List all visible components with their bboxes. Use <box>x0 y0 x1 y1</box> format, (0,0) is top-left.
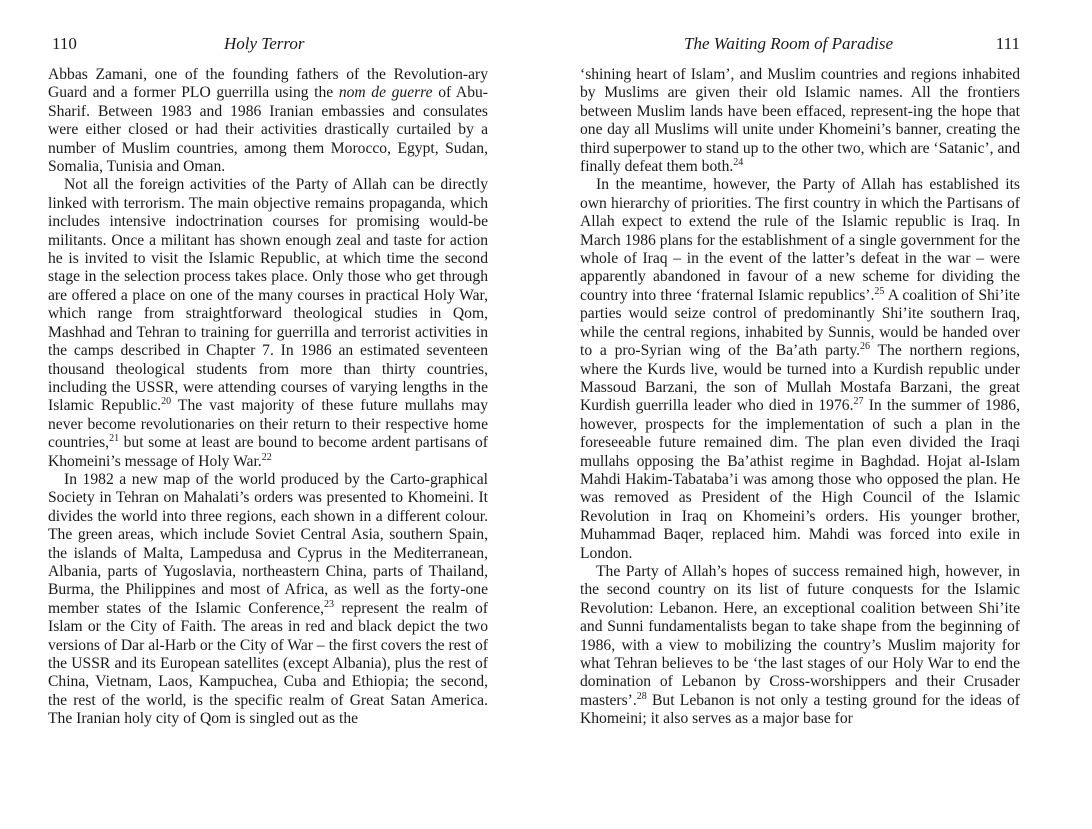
page-number: 110 <box>52 34 77 53</box>
italic-text: nom de guerre <box>338 84 433 102</box>
text-run: but some at least are bound to become ardent partisans of Khomeini’s message of Holy War. <box>48 434 488 470</box>
right-page-header <box>580 34 1020 56</box>
paragraph <box>580 176 1020 563</box>
text-run: A coalition of Shi’ite parties would seize control of predominantly Shi’ite southern Iraq, while the central regions, inhabited by Sunnis, would be handed over to a pro-Syrian wing of the Ba’ath party. <box>580 286 1020 360</box>
text-run: But Lebanon is not only a testing ground for the ideas of Khomeini; it also serves as a major base for <box>580 691 1020 728</box>
paragraph <box>48 471 488 729</box>
left-page-header <box>48 34 488 56</box>
text-run: The northern regions, where the Kurds live, would be turned into a Kurdish republic under Massoud Barzani, the son of Mullah Mostafa Barzani, the great Kurdish guerrilla leader who died in 1976. <box>580 342 1020 415</box>
text-run: ‘shining heart of Islam’, and Muslim countries and regions inhabited by Muslims are given their old Islamic names. All the frontiers between Muslim lands have been effaced, represent-ing the hope that one day all Muslims will unite under Khomeini’s banner, creating the third superpower to stand up to the other two, which are ‘Satanic’, and finally defeat them both. <box>580 66 1020 176</box>
text-run: The Party of Allah’s hopes of success remained high, however, in the second country on its list of future conquests for the Islamic Revolution: Lebanon. Here, an exceptional coalition between Shi’ite and Sunni fundamentalists began to take shape from the beginning of 1986, with a view to mobilizing the country’s Muslim majority for what Tehran believes to be ‘the last stages of our Holy War to end the domination of Lebanon by Cross-worshippers and their Crusader masters’. <box>580 562 1020 709</box>
text-run: of Abu-Sharif. Between 1983 and 1986 Iranian embassies and consulates were either closed or had their activities drastically curtailed by a number of Muslim countries, among them Morocco, Egypt, Sudan, Somalia, Tunisia and Oman. <box>48 84 488 176</box>
running-head: The Waiting Room of Paradise <box>684 34 894 53</box>
footnote-ref: 26 <box>860 341 871 353</box>
footnote-ref: 24 <box>733 157 744 169</box>
paragraph <box>48 176 488 471</box>
text-run: Not all the foreign activities of the Party of Allah can be directly linked with terrorism. The main objective remains propaganda, which includes intensive indoctrination courses for promising would-be militants. Once a militant has shown enough zeal and taste for action he is invited to visit the Islamic Republic, at which time the second stage in the selection process takes place. Only those who get through are offered a place on one of the many courses in practical Holy War, which range from straightforward theological studies in Qom, Mashhad and Tehran to training for guerrilla and terrorist activities in the camps described in Chapter 7. In 1986 an estimated seventeen thousand theological students from more than thirty countries, including the USSR, were attending courses of varying lengths in the Islamic Republic. <box>48 176 488 415</box>
right-page-body <box>580 66 1020 729</box>
footnote-ref: 23 <box>324 598 335 610</box>
text-run: In the meantime, however, the Party of Allah has established its own hierarchy of priorities. The first country in which the Partisans of Allah expect to extend the rule of the Islamic republic is Iraq. In March 1986 plans for the establishment of a single government for the whole of Iraq – in the event of the latter’s defeat in the war – were apparently abandoned in favour of a new scheme for dividing the country into three ‘fraternal Islamic republics’. <box>580 176 1020 304</box>
footnote-ref: 21 <box>109 433 120 445</box>
text-run: represent the realm of Islam or the City of Faith. The areas in red and black depict the two versions of Dar al-Harb or the City of War – the first covers the rest of the USSR and its European satellites (except Albania), plus the rest of China, Vietnam, Laos, Kampuchea, Cuba and Ethiopia; the second, the rest of the world, is the specific realm of Great Satan America. The Iranian holy city of Qom is singled out as the <box>48 599 488 728</box>
paragraph <box>48 66 488 176</box>
page-number: 111 <box>995 34 1020 53</box>
footnote-ref: 22 <box>261 451 272 463</box>
footnote-ref: 27 <box>853 396 864 408</box>
right-page <box>580 0 1020 729</box>
left-page-body <box>48 66 488 729</box>
text-run: The vast majority of these future mullahs may never become revolutionaries on their return to their respective home countries, <box>48 397 488 452</box>
paragraph <box>580 66 1020 176</box>
text-run: In the summer of 1986, however, prospects for the implementation of such a plan in the foreseeable future remained dim. The plan even divided the Iraqi mullahs opposing the Ba’athist regime in Baghdad. Hojat al-Islam Mahdi Hakim-Tabataba’i was among those who opposed the plan. He was removed as President of the High Council of the Islamic Revolution in Iraq on Khomeini’s orders. His younger brother, Muhammad Baqer, replaced him. Mahdi was forced into exile in London. <box>580 397 1020 562</box>
footnote-ref: 28 <box>636 690 647 702</box>
footnote-ref: 25 <box>874 285 885 297</box>
paragraph <box>580 563 1020 729</box>
running-head: Holy Terror <box>224 34 305 53</box>
footnote-ref: 20 <box>161 396 172 408</box>
left-page <box>48 0 488 729</box>
text-run: Abbas Zamani, one of the founding fathers of the Revolution-ary Guard and a former PLO guerrilla using the <box>48 66 488 102</box>
text-run: In 1982 a new map of the world produced by the Carto-graphical Society in Tehran on Mahalati’s orders was presented to Khomeini. It divides the world into three regions, each shown in a different colour. The green areas, which include Soviet Central Asia, southern Spain, the islands of Malta, Lampedusa and Cyprus in the Mediterranean, Albania, parts of Yugoslavia, northeastern China, parts of Thailand, Burma, the Philippines and most of Africa, as well as the forty-one member states of the Islamic Conference, <box>48 470 488 617</box>
